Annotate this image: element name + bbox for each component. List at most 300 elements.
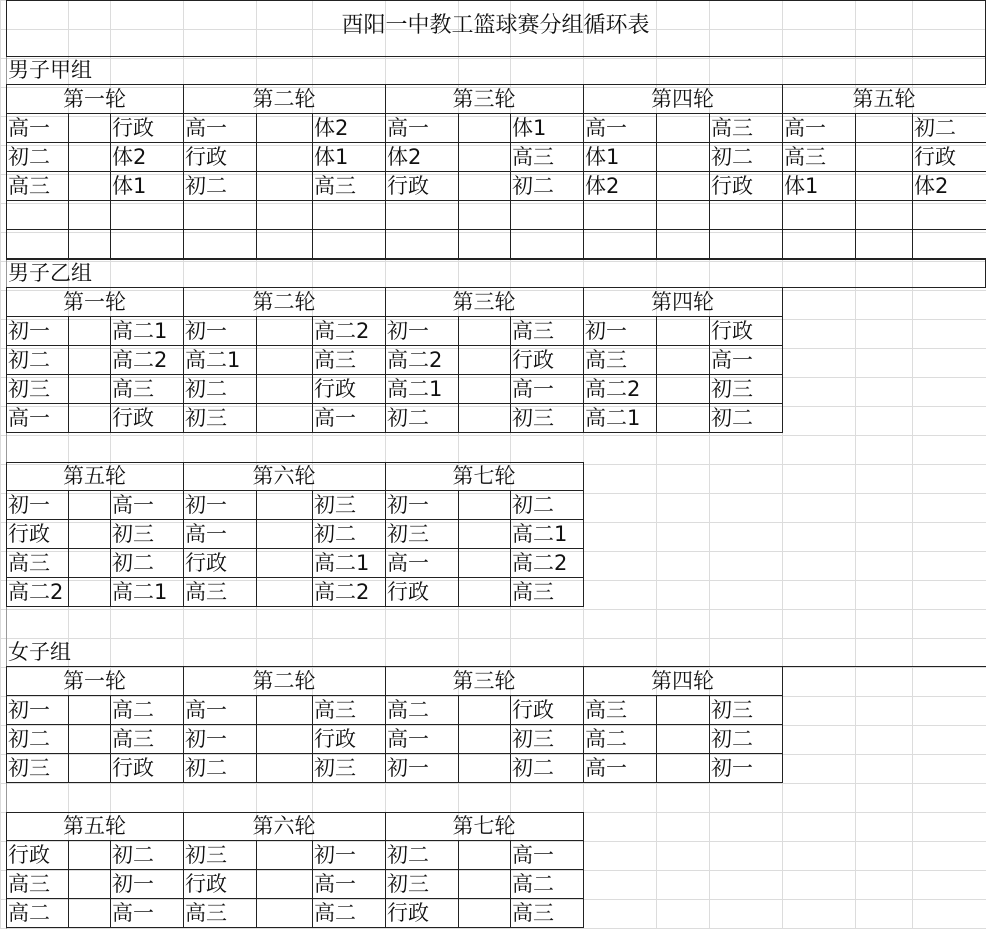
border-line xyxy=(510,725,511,754)
team-home-cell: 初一 xyxy=(185,493,227,517)
border-line xyxy=(709,404,710,433)
team-away-cell: 体2 xyxy=(314,116,349,140)
border-line xyxy=(656,172,657,201)
team-away-cell: 高三 xyxy=(512,580,554,604)
border-line xyxy=(510,172,511,201)
border-line xyxy=(312,520,313,549)
team-home-cell: 初二 xyxy=(8,727,50,751)
team-home-cell: 初一 xyxy=(185,319,227,343)
border-line xyxy=(183,201,184,230)
team-away-cell: 体1 xyxy=(112,174,147,198)
border-line xyxy=(782,667,783,783)
border-line xyxy=(458,317,459,346)
team-away-cell: 体1 xyxy=(314,145,349,169)
border-line xyxy=(510,696,511,725)
team-home-cell: 行政 xyxy=(387,580,429,604)
border-line xyxy=(183,230,184,259)
team-home-cell: 高一 xyxy=(784,116,826,140)
section-label: 男子甲组 xyxy=(8,58,92,82)
border-line xyxy=(458,696,459,725)
team-away-cell: 行政 xyxy=(314,377,356,401)
team-away-cell: 高一 xyxy=(711,348,753,372)
team-home-cell: 初二 xyxy=(387,406,429,430)
team-away-cell: 高一 xyxy=(512,377,554,401)
team-away-cell: 行政 xyxy=(512,348,554,372)
team-away-cell: 高二1 xyxy=(512,522,568,546)
border-line xyxy=(312,578,313,607)
border-line xyxy=(656,201,657,230)
border-line xyxy=(110,172,111,201)
team-home-cell: 高二 xyxy=(585,727,627,751)
border-line xyxy=(68,375,69,404)
border-line xyxy=(709,114,710,143)
border-line xyxy=(709,375,710,404)
border-line xyxy=(110,754,111,783)
border-line xyxy=(6,577,584,578)
border-line xyxy=(656,230,657,259)
team-home-cell: 初三 xyxy=(8,756,50,780)
team-home-cell: 高三 xyxy=(8,174,50,198)
border-line xyxy=(6,200,986,201)
border-line xyxy=(510,520,511,549)
border-line xyxy=(510,375,511,404)
team-home-cell: 高三 xyxy=(585,348,627,372)
border-line xyxy=(510,754,511,783)
border-line xyxy=(256,870,257,899)
team-away-cell: 高三 xyxy=(512,319,554,343)
team-home-cell: 行政 xyxy=(387,174,429,198)
team-home-cell: 高三 xyxy=(8,872,50,896)
border-line xyxy=(510,201,511,230)
border-line xyxy=(312,114,313,143)
border-line xyxy=(458,375,459,404)
team-home-cell: 高一 xyxy=(185,116,227,140)
border-line xyxy=(6,201,7,230)
team-away-cell: 初二 xyxy=(314,522,356,546)
border-line xyxy=(855,230,856,259)
team-away-cell: 高三 xyxy=(512,901,554,925)
team-away-cell: 行政 xyxy=(314,727,356,751)
team-away-cell: 高三 xyxy=(512,145,554,169)
border-line xyxy=(510,404,511,433)
team-away-cell: 高二1 xyxy=(314,551,370,575)
border-line xyxy=(68,346,69,375)
border-line xyxy=(709,754,710,783)
border-line xyxy=(709,143,710,172)
border-line xyxy=(68,725,69,754)
border-line xyxy=(510,143,511,172)
border-line xyxy=(709,317,710,346)
border-line xyxy=(256,230,257,259)
border-line xyxy=(110,899,111,928)
border-line xyxy=(256,114,257,143)
team-home-cell: 高二2 xyxy=(585,377,641,401)
team-home-cell: 高一 xyxy=(585,756,627,780)
team-away-cell: 行政 xyxy=(112,116,154,140)
round-header: 第四轮 xyxy=(651,87,714,111)
team-away-cell: 高二2 xyxy=(314,580,370,604)
border-line xyxy=(6,927,584,928)
border-line xyxy=(256,696,257,725)
round-header: 第七轮 xyxy=(452,464,516,488)
team-away-cell: 初一 xyxy=(314,843,356,867)
team-away-cell: 高三 xyxy=(112,727,154,751)
border-line xyxy=(256,404,257,433)
team-home-cell: 初三 xyxy=(387,872,429,896)
team-home-cell: 初三 xyxy=(185,843,227,867)
team-home-cell: 初一 xyxy=(8,319,50,343)
border-line xyxy=(256,549,257,578)
border-line xyxy=(6,142,986,143)
border-line xyxy=(256,899,257,928)
border-line xyxy=(6,869,584,870)
border-line xyxy=(256,201,257,230)
border-line xyxy=(68,114,69,143)
team-home-cell: 高一 xyxy=(387,116,429,140)
team-home-cell: 高二1 xyxy=(185,348,241,372)
border-line xyxy=(110,696,111,725)
round-header: 第三轮 xyxy=(452,87,516,111)
border-line xyxy=(110,578,111,607)
team-home-cell: 高一 xyxy=(387,551,429,575)
border-line xyxy=(458,491,459,520)
round-header: 第三轮 xyxy=(452,669,516,693)
team-home-cell: 行政 xyxy=(185,872,227,896)
border-line xyxy=(312,549,313,578)
team-home-cell: 行政 xyxy=(8,843,50,867)
team-away-cell: 初二 xyxy=(112,843,154,867)
border-line xyxy=(6,374,783,375)
border-line xyxy=(68,899,69,928)
team-away-cell: 行政 xyxy=(711,319,753,343)
team-away-cell: 初三 xyxy=(711,377,753,401)
border-line xyxy=(256,841,257,870)
border-line xyxy=(656,346,657,375)
team-home-cell: 体2 xyxy=(585,174,620,198)
border-line xyxy=(6,0,986,1)
border-line xyxy=(458,114,459,143)
border-line xyxy=(912,172,913,201)
round-header: 第二轮 xyxy=(252,87,316,111)
team-home-cell: 高一 xyxy=(8,406,50,430)
round-header: 第一轮 xyxy=(63,290,126,314)
team-away-cell: 初二 xyxy=(711,145,753,169)
team-home-cell: 初三 xyxy=(8,377,50,401)
border-line xyxy=(6,229,986,230)
team-home-cell: 高一 xyxy=(185,522,227,546)
border-line xyxy=(782,288,783,433)
team-home-cell: 高二 xyxy=(8,901,50,925)
border-line xyxy=(68,172,69,201)
team-home-cell: 初一 xyxy=(585,319,627,343)
team-away-cell: 初二 xyxy=(711,406,753,430)
team-away-cell: 初二 xyxy=(112,551,154,575)
border-line xyxy=(583,462,584,607)
team-home-cell: 初二 xyxy=(185,377,227,401)
team-home-cell: 高三 xyxy=(784,145,826,169)
border-line xyxy=(68,696,69,725)
team-away-cell: 高二2 xyxy=(512,551,568,575)
border-line xyxy=(385,230,386,259)
team-away-cell: 高三 xyxy=(314,698,356,722)
team-away-cell: 高一 xyxy=(512,843,554,867)
border-line xyxy=(312,404,313,433)
border-line xyxy=(6,171,986,172)
border-line xyxy=(912,201,913,230)
border-line xyxy=(68,841,69,870)
team-away-cell: 高三 xyxy=(314,174,356,198)
team-away-cell: 初二 xyxy=(914,116,956,140)
border-line xyxy=(510,899,511,928)
team-home-cell: 行政 xyxy=(185,551,227,575)
team-home-cell: 初三 xyxy=(387,522,429,546)
border-line xyxy=(912,143,913,172)
border-line xyxy=(312,841,313,870)
section-label: 女子组 xyxy=(8,640,71,664)
border-line xyxy=(68,230,69,259)
round-header: 第四轮 xyxy=(651,290,714,314)
border-line xyxy=(656,317,657,346)
team-away-cell: 高三 xyxy=(711,116,753,140)
border-line xyxy=(110,404,111,433)
border-line xyxy=(6,840,584,841)
team-away-cell: 行政 xyxy=(112,756,154,780)
border-line xyxy=(6,519,584,520)
team-home-cell: 行政 xyxy=(185,145,227,169)
border-line xyxy=(312,346,313,375)
team-away-cell: 高一 xyxy=(314,872,356,896)
team-away-cell: 初一 xyxy=(711,756,753,780)
border-line xyxy=(912,230,913,259)
border-line xyxy=(458,754,459,783)
team-home-cell: 高三 xyxy=(8,551,50,575)
border-line xyxy=(6,230,7,259)
team-home-cell: 初三 xyxy=(185,406,227,430)
team-home-cell: 高一 xyxy=(8,116,50,140)
border-line xyxy=(312,725,313,754)
round-header: 第一轮 xyxy=(63,669,126,693)
team-home-cell: 高三 xyxy=(185,580,227,604)
border-line xyxy=(312,230,313,259)
team-home-cell: 行政 xyxy=(8,522,50,546)
border-line xyxy=(709,696,710,725)
border-line xyxy=(709,725,710,754)
team-home-cell: 初一 xyxy=(387,493,429,517)
border-line xyxy=(458,404,459,433)
team-home-cell: 初一 xyxy=(8,493,50,517)
team-away-cell: 高一 xyxy=(112,901,154,925)
border-line xyxy=(68,870,69,899)
round-header: 第六轮 xyxy=(252,464,316,488)
border-line xyxy=(510,346,511,375)
border-line xyxy=(458,520,459,549)
border-line xyxy=(709,172,710,201)
border-line xyxy=(458,899,459,928)
border-line xyxy=(110,230,111,259)
team-away-cell: 体2 xyxy=(112,145,147,169)
border-line xyxy=(312,172,313,201)
team-away-cell: 行政 xyxy=(112,406,154,430)
team-home-cell: 体1 xyxy=(784,174,819,198)
border-line xyxy=(6,606,584,607)
border-line xyxy=(510,230,511,259)
team-home-cell: 初二 xyxy=(8,145,50,169)
border-line xyxy=(656,375,657,404)
team-away-cell: 初二 xyxy=(512,493,554,517)
border-line xyxy=(510,578,511,607)
border-line xyxy=(583,201,584,230)
team-away-cell: 高二1 xyxy=(112,580,168,604)
border-line xyxy=(312,696,313,725)
border-line xyxy=(68,754,69,783)
border-line xyxy=(510,491,511,520)
border-line xyxy=(782,201,783,230)
team-home-cell: 初一 xyxy=(387,756,429,780)
border-line xyxy=(583,230,584,259)
team-home-cell: 初一 xyxy=(185,727,227,751)
border-line xyxy=(68,578,69,607)
team-home-cell: 高三 xyxy=(585,698,627,722)
border-line xyxy=(68,317,69,346)
team-away-cell: 初三 xyxy=(314,756,356,780)
border-line xyxy=(256,725,257,754)
border-line xyxy=(855,114,856,143)
round-header: 第五轮 xyxy=(852,87,916,111)
border-line xyxy=(312,201,313,230)
team-home-cell: 高二1 xyxy=(387,377,443,401)
round-header: 第一轮 xyxy=(63,87,126,111)
border-line xyxy=(110,870,111,899)
border-line xyxy=(709,230,710,259)
team-away-cell: 高二 xyxy=(314,901,356,925)
border-line xyxy=(110,114,111,143)
team-away-cell: 初二 xyxy=(711,727,753,751)
team-home-cell: 初一 xyxy=(387,319,429,343)
round-header: 第二轮 xyxy=(252,290,316,314)
border-line xyxy=(656,143,657,172)
team-home-cell: 行政 xyxy=(387,901,429,925)
border-line xyxy=(110,520,111,549)
border-line xyxy=(256,491,257,520)
round-header: 第二轮 xyxy=(252,669,316,693)
section-label: 男子乙组 xyxy=(8,261,92,285)
round-header: 第四轮 xyxy=(651,669,714,693)
team-away-cell: 高二 xyxy=(112,698,154,722)
border-line xyxy=(656,754,657,783)
border-line xyxy=(6,432,783,433)
border-line xyxy=(458,725,459,754)
border-line xyxy=(256,754,257,783)
round-header: 第三轮 xyxy=(452,290,516,314)
team-home-cell: 初一 xyxy=(8,698,50,722)
team-away-cell: 高二 xyxy=(512,872,554,896)
team-away-cell: 初一 xyxy=(112,872,154,896)
team-away-cell: 初三 xyxy=(512,406,554,430)
team-home-cell: 高二2 xyxy=(8,580,64,604)
border-line xyxy=(458,172,459,201)
border-line xyxy=(656,725,657,754)
team-away-cell: 高三 xyxy=(112,377,154,401)
team-away-cell: 行政 xyxy=(711,174,753,198)
team-away-cell: 初三 xyxy=(512,727,554,751)
team-away-cell: 初三 xyxy=(314,493,356,517)
border-line xyxy=(68,143,69,172)
border-line xyxy=(855,172,856,201)
border-line xyxy=(709,201,710,230)
border-line xyxy=(6,782,783,783)
border-line xyxy=(256,520,257,549)
border-line xyxy=(256,578,257,607)
border-line xyxy=(510,317,511,346)
team-away-cell: 高三 xyxy=(314,348,356,372)
border-line xyxy=(709,346,710,375)
team-away-cell: 行政 xyxy=(914,145,956,169)
border-line xyxy=(312,491,313,520)
sheet-title: 酉阳一中教工篮球赛分组循环表 xyxy=(341,13,650,38)
border-line xyxy=(256,346,257,375)
border-line xyxy=(110,841,111,870)
team-away-cell: 体1 xyxy=(512,116,547,140)
border-line xyxy=(6,753,783,754)
border-line xyxy=(782,230,783,259)
team-home-cell: 高二2 xyxy=(387,348,443,372)
border-line xyxy=(385,201,386,230)
round-header: 第六轮 xyxy=(252,814,316,838)
border-line xyxy=(312,143,313,172)
border-line xyxy=(6,898,584,899)
team-away-cell: 初二 xyxy=(512,174,554,198)
border-line xyxy=(110,317,111,346)
border-line xyxy=(312,317,313,346)
border-line xyxy=(312,375,313,404)
border-line xyxy=(458,201,459,230)
border-line xyxy=(510,870,511,899)
team-away-cell: 行政 xyxy=(512,698,554,722)
team-away-cell: 高二2 xyxy=(112,348,168,372)
round-header: 第七轮 xyxy=(452,814,516,838)
team-home-cell: 高一 xyxy=(585,116,627,140)
border-line xyxy=(68,520,69,549)
border-line xyxy=(110,725,111,754)
round-header: 第五轮 xyxy=(63,464,126,488)
border-line xyxy=(458,870,459,899)
border-line xyxy=(256,375,257,404)
team-away-cell: 初二 xyxy=(512,756,554,780)
border-line xyxy=(110,375,111,404)
team-home-cell: 体2 xyxy=(387,145,422,169)
border-line xyxy=(68,549,69,578)
border-line xyxy=(256,172,257,201)
border-line xyxy=(110,549,111,578)
border-line xyxy=(110,346,111,375)
border-line xyxy=(6,724,783,725)
border-line xyxy=(256,317,257,346)
round-header: 第五轮 xyxy=(63,814,126,838)
border-line xyxy=(912,114,913,143)
border-line xyxy=(6,345,783,346)
team-home-cell: 体1 xyxy=(585,145,620,169)
border-line xyxy=(6,548,584,549)
border-line xyxy=(110,201,111,230)
team-away-cell: 高二1 xyxy=(112,319,168,343)
border-line xyxy=(6,56,986,57)
border-line xyxy=(510,114,511,143)
border-line xyxy=(458,549,459,578)
team-home-cell: 初二 xyxy=(185,174,227,198)
border-line xyxy=(583,812,584,928)
team-home-cell: 高三 xyxy=(185,901,227,925)
team-away-cell: 初三 xyxy=(112,522,154,546)
